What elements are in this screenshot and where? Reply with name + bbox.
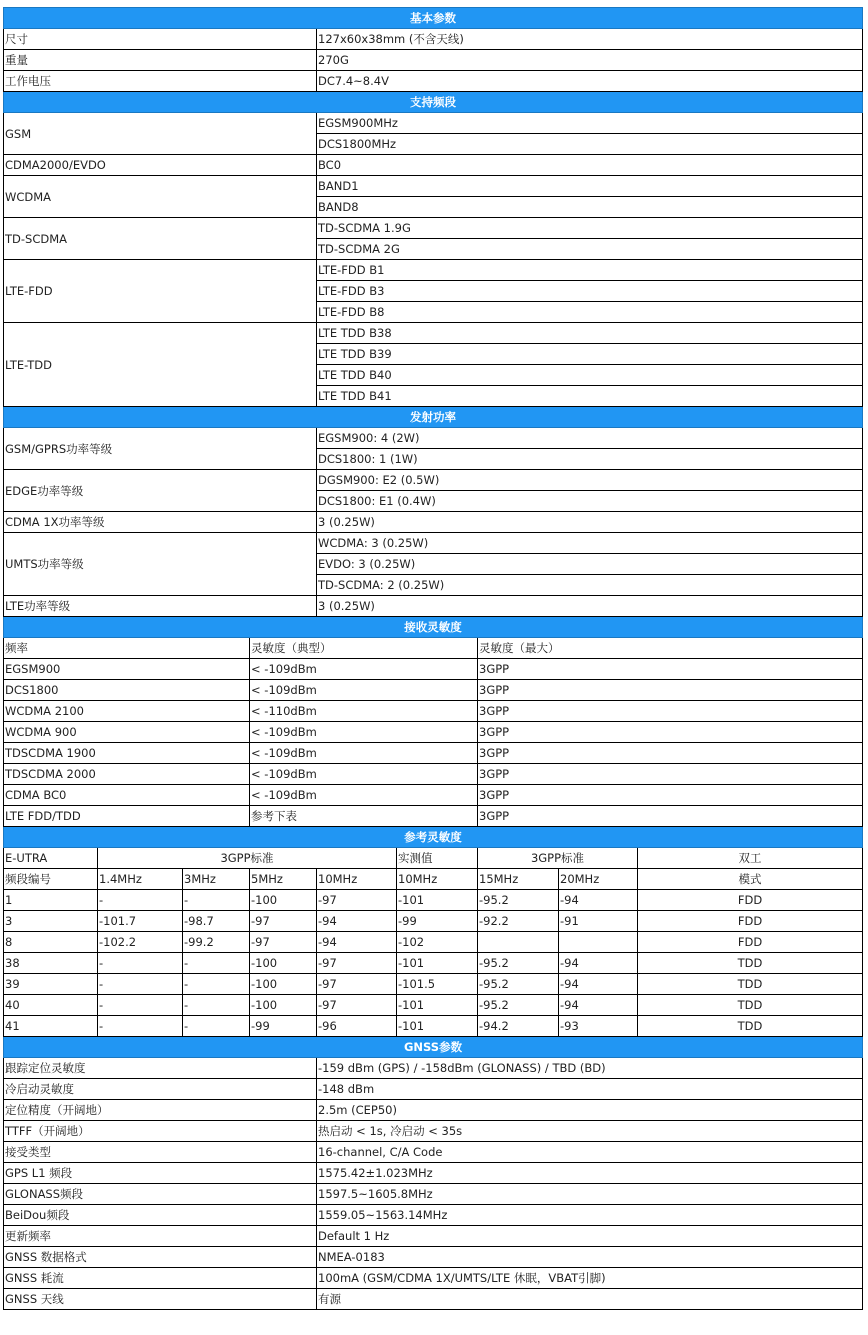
gnss-label: BeiDou频段 [4, 1205, 317, 1226]
gnss-value: 100mA (GSM/CDMA 1X/UMTS/LTE 休眠，VBAT引脚) [317, 1268, 863, 1289]
reference-cell: - [183, 890, 250, 911]
reference-cell: -91 [559, 911, 638, 932]
sensitivity-col-header: 灵敏度（典型） [250, 638, 478, 659]
gnss-value: -159 dBm (GPS) / -158dBm (GLONASS) / TBD (BD) [317, 1058, 863, 1079]
reference-header: 实测值 [397, 848, 478, 869]
sensitivity-cell: WCDMA 2100 [4, 701, 250, 722]
basic-row [4, 50, 863, 71]
power-row [4, 470, 863, 491]
gnss-label: GNSS 耗流 [4, 1268, 317, 1289]
reference-cell: -97 [317, 995, 397, 1016]
sensitivity-cell: 3GPP [478, 659, 863, 680]
sensitivity-row [4, 659, 863, 680]
power-value: EGSM900: 4 (2W) [317, 428, 863, 449]
sensitivity-row [4, 743, 863, 764]
sensitivity-cell: 3GPP [478, 722, 863, 743]
reference-cell: -95.2 [478, 974, 559, 995]
gnss-value: 2.5m (CEP50) [317, 1100, 863, 1121]
sensitivity-cell: < -109dBm [250, 722, 478, 743]
gnss-value: 有源 [317, 1289, 863, 1310]
band-row [4, 218, 863, 239]
power-value: EVDO: 3 (0.25W) [317, 554, 863, 575]
reference-section-header-row [4, 827, 863, 848]
sensitivity-col-header: 频率 [4, 638, 250, 659]
sensitivity-cell: 3GPP [478, 743, 863, 764]
band-row [4, 260, 863, 281]
reference-cell: TDD [638, 1016, 863, 1037]
sensitivity-cell: TDSCDMA 2000 [4, 764, 250, 785]
band-value: BAND1 [317, 176, 863, 197]
reference-cell: -100 [250, 890, 317, 911]
sensitivity-cell: < -109dBm [250, 659, 478, 680]
reference-subheader: 15MHz [478, 869, 559, 890]
reference-section-title: 参考灵敏度 [4, 827, 863, 848]
sensitivity-cell: 3GPP [478, 764, 863, 785]
reference-cell: TDD [638, 974, 863, 995]
power-label: EDGE功率等级 [4, 470, 317, 512]
sensitivity-row [4, 722, 863, 743]
reference-cell: - [183, 953, 250, 974]
gnss-row [4, 1247, 863, 1268]
reference-row [4, 1016, 863, 1037]
basic-section-title: 基本参数 [4, 8, 863, 29]
spec-table [3, 7, 863, 1310]
basic-value: 127x60x38mm (不含天线) [317, 29, 863, 50]
reference-header-row-2 [4, 869, 863, 890]
basic-row [4, 29, 863, 50]
basic-label: 尺寸 [4, 29, 317, 50]
basic-value: 270G [317, 50, 863, 71]
reference-cell: -97 [317, 890, 397, 911]
bands-section-header-row [4, 92, 863, 113]
sensitivity-section-header-row [4, 617, 863, 638]
band-value: TD-SCDMA 2G [317, 239, 863, 260]
reference-cell: -95.2 [478, 953, 559, 974]
reference-row [4, 890, 863, 911]
reference-subheader: 10MHz [397, 869, 478, 890]
reference-cell: -94 [317, 932, 397, 953]
band-label: GSM [4, 113, 317, 155]
reference-row [4, 974, 863, 995]
reference-subheader: 频段编号 [4, 869, 98, 890]
reference-cell: -102 [397, 932, 478, 953]
sensitivity-cell: < -109dBm [250, 785, 478, 806]
reference-cell: - [98, 1016, 183, 1037]
gnss-label: GPS L1 频段 [4, 1163, 317, 1184]
sensitivity-cell: WCDMA 900 [4, 722, 250, 743]
reference-cell: -92.2 [478, 911, 559, 932]
band-value: DCS1800MHz [317, 134, 863, 155]
reference-cell: - [183, 1016, 250, 1037]
sensitivity-cell: LTE FDD/TDD [4, 806, 250, 827]
sensitivity-cell: DCS1800 [4, 680, 250, 701]
reference-cell: -94 [317, 911, 397, 932]
reference-cell: - [183, 974, 250, 995]
sensitivity-cell: CDMA BC0 [4, 785, 250, 806]
reference-cell: -93 [559, 1016, 638, 1037]
reference-cell: TDD [638, 995, 863, 1016]
gnss-section-title: GNSS参数 [4, 1037, 863, 1058]
reference-subheader: 1.4MHz [98, 869, 183, 890]
reference-cell: -95.2 [478, 995, 559, 1016]
gnss-row [4, 1058, 863, 1079]
reference-cell: -99 [250, 1016, 317, 1037]
power-section-header-row [4, 407, 863, 428]
reference-cell [559, 932, 638, 953]
power-value: TD-SCDMA: 2 (0.25W) [317, 575, 863, 596]
bands-section-title: 支持频段 [4, 92, 863, 113]
reference-cell: -94 [559, 890, 638, 911]
reference-cell: 3 [4, 911, 98, 932]
basic-value: DC7.4~8.4V [317, 71, 863, 92]
reference-header-row-1 [4, 848, 863, 869]
sensitivity-col-header: 灵敏度（最大） [478, 638, 863, 659]
power-label: CDMA 1X功率等级 [4, 512, 317, 533]
basic-row [4, 71, 863, 92]
power-row [4, 533, 863, 554]
band-row [4, 176, 863, 197]
power-label: LTE功率等级 [4, 596, 317, 617]
reference-cell: -101.5 [397, 974, 478, 995]
band-value: TD-SCDMA 1.9G [317, 218, 863, 239]
reference-cell: -99.2 [183, 932, 250, 953]
reference-cell: 38 [4, 953, 98, 974]
band-value: LTE-FDD B3 [317, 281, 863, 302]
band-value: LTE-FDD B1 [317, 260, 863, 281]
power-value: 3 (0.25W) [317, 512, 863, 533]
reference-cell: 1 [4, 890, 98, 911]
reference-cell: - [98, 953, 183, 974]
sensitivity-row [4, 701, 863, 722]
band-row [4, 155, 863, 176]
gnss-section-header-row [4, 1037, 863, 1058]
gnss-row [4, 1142, 863, 1163]
gnss-row [4, 1079, 863, 1100]
gnss-value: 1575.42±1.023MHz [317, 1163, 863, 1184]
sensitivity-row [4, 806, 863, 827]
power-value: DGSM900: E2 (0.5W) [317, 470, 863, 491]
gnss-value: 热启动 < 1s, 冷启动 < 35s [317, 1121, 863, 1142]
reference-cell: -94 [559, 953, 638, 974]
gnss-label: 冷启动灵敏度 [4, 1079, 317, 1100]
reference-row [4, 932, 863, 953]
gnss-label: GLONASS频段 [4, 1184, 317, 1205]
gnss-value: Default 1 Hz [317, 1226, 863, 1247]
gnss-row [4, 1205, 863, 1226]
reference-subheader: 5MHz [250, 869, 317, 890]
reference-cell: -100 [250, 953, 317, 974]
sensitivity-cell: < -109dBm [250, 764, 478, 785]
sensitivity-cell: 3GPP [478, 806, 863, 827]
sensitivity-cell: TDSCDMA 1900 [4, 743, 250, 764]
sensitivity-cell: < -109dBm [250, 680, 478, 701]
band-value: LTE TDD B38 [317, 323, 863, 344]
band-value: EGSM900MHz [317, 113, 863, 134]
band-label: WCDMA [4, 176, 317, 218]
reference-cell: -97 [250, 932, 317, 953]
reference-cell: -101 [397, 890, 478, 911]
band-value: LTE TDD B39 [317, 344, 863, 365]
power-row [4, 596, 863, 617]
reference-cell: -97 [317, 953, 397, 974]
reference-cell: TDD [638, 953, 863, 974]
band-label: LTE-FDD [4, 260, 317, 323]
reference-header: 双工 [638, 848, 863, 869]
sensitivity-row [4, 785, 863, 806]
gnss-label: 更新频率 [4, 1226, 317, 1247]
reference-cell: - [183, 995, 250, 1016]
gnss-row [4, 1268, 863, 1289]
reference-cell: -101 [397, 995, 478, 1016]
band-value: BC0 [317, 155, 863, 176]
reference-cell: -101.7 [98, 911, 183, 932]
reference-cell: FDD [638, 932, 863, 953]
gnss-row [4, 1121, 863, 1142]
reference-cell: FDD [638, 911, 863, 932]
band-label: LTE-TDD [4, 323, 317, 407]
reference-cell [478, 932, 559, 953]
reference-cell: 39 [4, 974, 98, 995]
power-value: 3 (0.25W) [317, 596, 863, 617]
basic-label: 重量 [4, 50, 317, 71]
basic-section-header-row [4, 8, 863, 29]
band-value: BAND8 [317, 197, 863, 218]
reference-cell: -94 [559, 995, 638, 1016]
gnss-label: GNSS 数据格式 [4, 1247, 317, 1268]
reference-cell: 40 [4, 995, 98, 1016]
band-row [4, 113, 863, 134]
gnss-value: 16-channel, C/A Code [317, 1142, 863, 1163]
reference-cell: -102.2 [98, 932, 183, 953]
reference-cell: -97 [317, 974, 397, 995]
gnss-value: -148 dBm [317, 1079, 863, 1100]
sensitivity-cell: EGSM900 [4, 659, 250, 680]
band-label: TD-SCDMA [4, 218, 317, 260]
reference-subheader: 模式 [638, 869, 863, 890]
sensitivity-cell: < -109dBm [250, 743, 478, 764]
gnss-label: 定位精度（开阔地） [4, 1100, 317, 1121]
sensitivity-section-title: 接收灵敏度 [4, 617, 863, 638]
sensitivity-row [4, 764, 863, 785]
reference-cell: -96 [317, 1016, 397, 1037]
sensitivity-header-cols [4, 638, 863, 659]
sensitivity-cell: 3GPP [478, 785, 863, 806]
gnss-row [4, 1100, 863, 1121]
reference-cell: - [98, 890, 183, 911]
reference-header: 3GPP标准 [98, 848, 397, 869]
gnss-value: 1559.05~1563.14MHz [317, 1205, 863, 1226]
band-value: LTE TDD B41 [317, 386, 863, 407]
reference-cell: -98.7 [183, 911, 250, 932]
reference-cell: -97 [250, 911, 317, 932]
power-label: UMTS功率等级 [4, 533, 317, 596]
basic-label: 工作电压 [4, 71, 317, 92]
reference-cell: -95.2 [478, 890, 559, 911]
band-value: LTE-FDD B8 [317, 302, 863, 323]
reference-cell: FDD [638, 890, 863, 911]
gnss-row [4, 1289, 863, 1310]
reference-header: 3GPP标准 [478, 848, 638, 869]
reference-cell: - [98, 995, 183, 1016]
reference-header: E-UTRA [4, 848, 98, 869]
reference-cell: -100 [250, 995, 317, 1016]
sensitivity-cell: < -110dBm [250, 701, 478, 722]
reference-cell: -94.2 [478, 1016, 559, 1037]
gnss-row [4, 1184, 863, 1205]
power-row [4, 428, 863, 449]
gnss-value: 1597.5~1605.8MHz [317, 1184, 863, 1205]
band-value: LTE TDD B40 [317, 365, 863, 386]
reference-row [4, 995, 863, 1016]
reference-row [4, 911, 863, 932]
band-row [4, 323, 863, 344]
power-label: GSM/GPRS功率等级 [4, 428, 317, 470]
gnss-label: 接受类型 [4, 1142, 317, 1163]
gnss-label: 跟踪定位灵敏度 [4, 1058, 317, 1079]
gnss-row [4, 1226, 863, 1247]
reference-subheader: 10MHz [317, 869, 397, 890]
sensitivity-cell: 3GPP [478, 701, 863, 722]
gnss-row [4, 1163, 863, 1184]
reference-cell: -101 [397, 953, 478, 974]
power-section-title: 发射功率 [4, 407, 863, 428]
reference-cell: 8 [4, 932, 98, 953]
power-row [4, 512, 863, 533]
power-value: DCS1800: E1 (0.4W) [317, 491, 863, 512]
gnss-label: TTFF（开阔地） [4, 1121, 317, 1142]
gnss-value: NMEA-0183 [317, 1247, 863, 1268]
power-value: DCS1800: 1 (1W) [317, 449, 863, 470]
reference-subheader: 3MHz [183, 869, 250, 890]
power-value: WCDMA: 3 (0.25W) [317, 533, 863, 554]
reference-subheader: 20MHz [559, 869, 638, 890]
reference-cell: -101 [397, 1016, 478, 1037]
reference-cell: -94 [559, 974, 638, 995]
reference-cell: - [98, 974, 183, 995]
sensitivity-cell: 3GPP [478, 680, 863, 701]
reference-cell: -99 [397, 911, 478, 932]
band-label: CDMA2000/EVDO [4, 155, 317, 176]
gnss-label: GNSS 天线 [4, 1289, 317, 1310]
reference-cell: -100 [250, 974, 317, 995]
reference-row [4, 953, 863, 974]
sensitivity-row [4, 680, 863, 701]
sensitivity-cell: 参考下表 [250, 806, 478, 827]
reference-cell: 41 [4, 1016, 98, 1037]
